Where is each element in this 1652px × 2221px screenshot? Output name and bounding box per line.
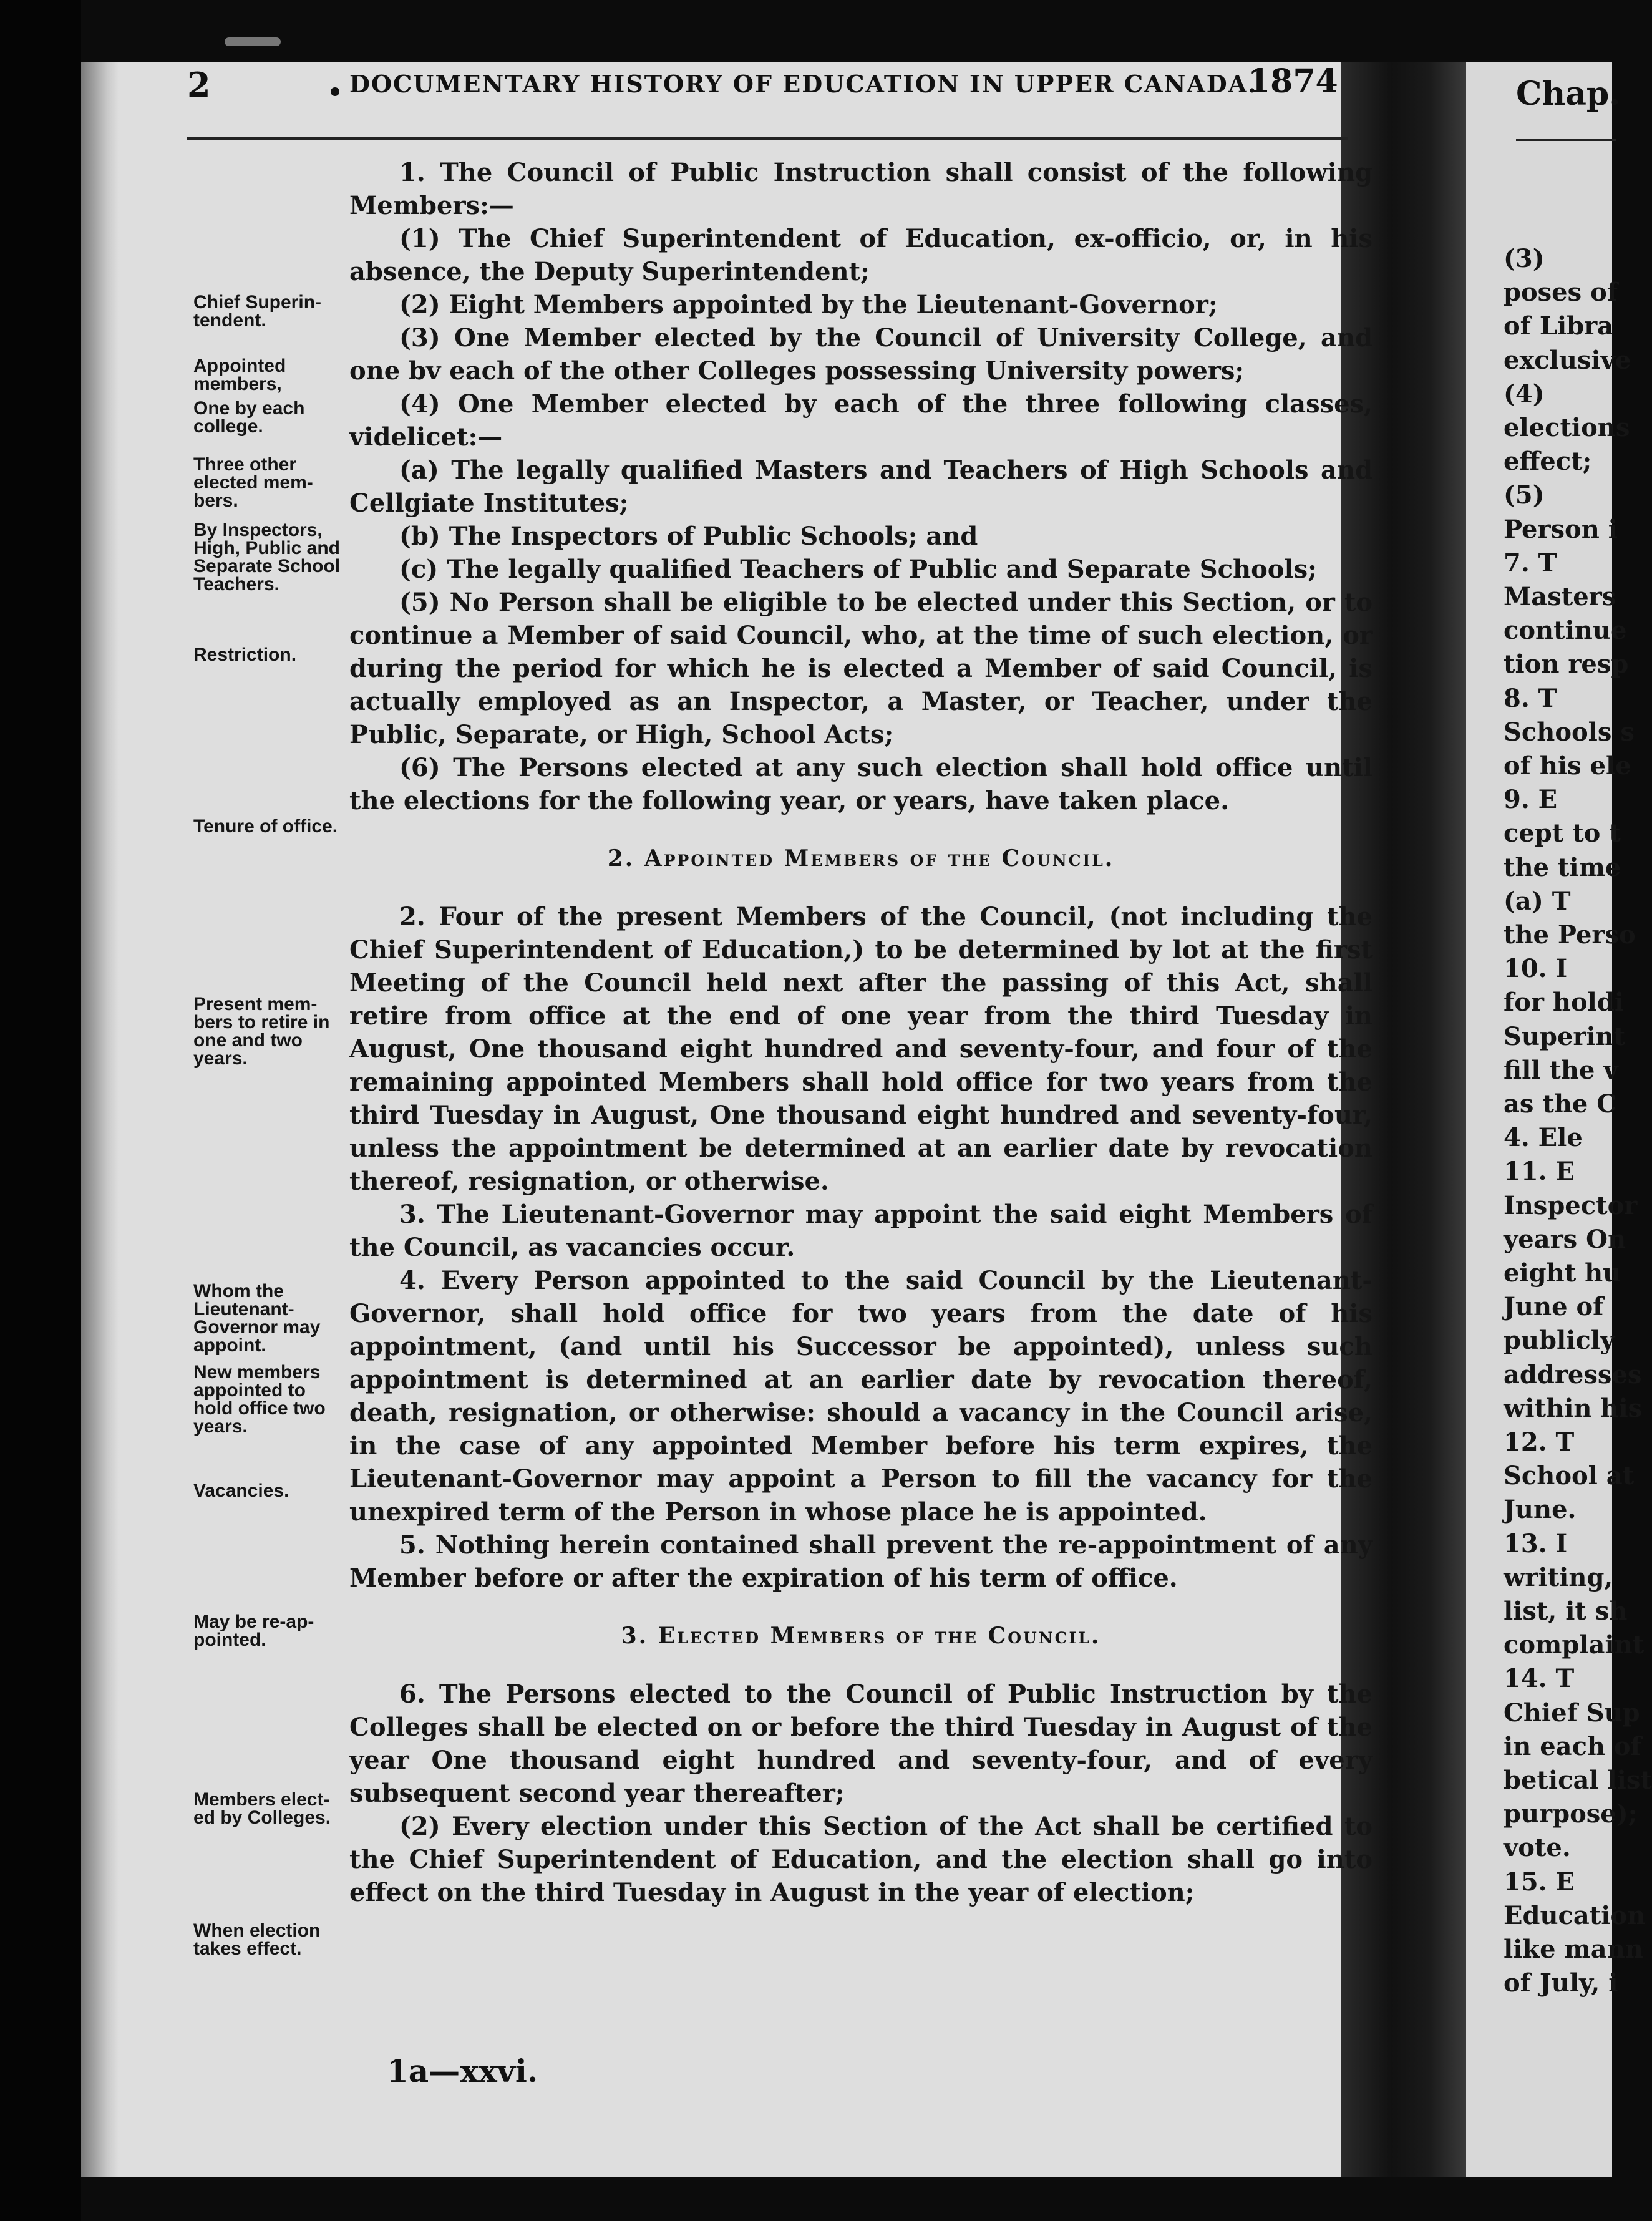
margin-note: May be re-ap-pointed. xyxy=(193,1611,314,1650)
facing-page-line: Inspector xyxy=(1504,1190,1638,1220)
margin-note: Whom the Lieutenant-Governor may appoint. xyxy=(193,1281,321,1356)
facing-page-line: Education xyxy=(1504,1900,1646,1930)
margin-note: Appointed members, xyxy=(193,356,286,394)
facing-page-line: fill the v xyxy=(1504,1055,1618,1085)
paragraph: (5) No Person shall be eligible to be elected under this Section, or to continue a Member of said Council, who, at the time of such election, or during the period for which he is elected a Member of said Council, is actually employed as an Inspector, a Master, or Teacher, under the Public, Separate, or High, School Acts; xyxy=(349,588,1373,749)
facing-page-line: Chief Sup xyxy=(1504,1698,1640,1728)
facing-page-line: 15. E xyxy=(1504,1867,1575,1897)
facing-page-line: of his ele xyxy=(1504,751,1631,780)
section-heading: 3. Elected Members of the Council. xyxy=(621,1623,1101,1649)
facing-page-line: years On xyxy=(1504,1224,1626,1254)
facing-page-line: tion resp xyxy=(1504,649,1629,679)
paragraph: (4) One Member elected by each of the three following classes, videlicet:— xyxy=(349,389,1373,452)
facing-page-line: June of xyxy=(1504,1292,1604,1322)
facing-page-line: complaint xyxy=(1504,1630,1645,1660)
margin-note: Tenure of office. xyxy=(193,816,338,837)
facing-page-line: Superint xyxy=(1504,1021,1626,1051)
facing-page-line: addresses xyxy=(1504,1359,1642,1389)
margin-note: Members elect-ed by Colleges. xyxy=(193,1789,331,1828)
paragraph: 4. Every Person appointed to the said Council by the Lieutenant-Governor, shall hold office for two years from the date of his appointment, (and until his Successor be appointed), unless such appointment is determined at an earlier date by revocation thereof, death, resignation, or otherwise: should a vacancy in the Council arise, in the case of any appointed Member before his term expires, the Lieutenant-Governor may appoint a Person to fill the vacancy for the unexpired term of the Person in whose place he is appointed. xyxy=(349,1266,1373,1527)
header-year: 1874 xyxy=(1248,62,1338,100)
facing-page-line: as the C xyxy=(1504,1089,1617,1119)
page-left-shade xyxy=(81,62,119,2177)
margin-note: Chief Superin-tendent. xyxy=(193,292,322,331)
facing-page-line: within his xyxy=(1504,1393,1643,1423)
paragraph: 6. The Persons elected to the Council of Public Instruction by the Colleges shall be elected on or before the third Tuesday in August of the year One thousand eight hundred and seventy-four, and of every subsequent second year thereafter; xyxy=(349,1679,1373,1808)
paragraph: 2. Four of the present Members of the Council, (not including the Chief Superintendent of Education,) to be determined by lot at the first Meeting of the Council held next after the passing of this Act, shall retire from office at the end of one year from the third Tuesday in August, One thousand eight hundred and seventy-four, and four of the remaining appointed Members shall hold office for two years from the third Tuesday in August, One thousand eight hundred and seventy-four, unless the appointment be determined at an earlier date by revocation thereof, resignation, or otherwise. xyxy=(349,902,1373,1196)
facing-page-line: 9. E xyxy=(1504,785,1558,815)
paragraph: (3) One Member elected by the Council of University College, and one bv each of the other Colleges possessing University powers; xyxy=(349,323,1373,386)
running-title: DOCUMENTARY HISTORY OF EDUCATION IN UPPER CANADA. xyxy=(349,70,1258,98)
facing-page-line: purpose); xyxy=(1504,1799,1638,1829)
film-edge xyxy=(0,0,81,2221)
facing-page-line: 12. T xyxy=(1504,1427,1575,1457)
paragraph: (c) The legally qualified Teachers of Public and Separate Schools; xyxy=(399,555,1317,584)
facing-page-line: cept to t xyxy=(1504,819,1621,848)
facing-page-line: (4) xyxy=(1504,379,1545,409)
margin-note: Three other elected mem-bers. xyxy=(193,454,313,511)
margin-note: Present mem-bers to retire in one and two years. xyxy=(193,994,330,1069)
paragraph: 1. The Council of Public Instruction shall consist of the following Members:— xyxy=(349,158,1373,220)
header-rule xyxy=(187,137,1348,140)
page-body xyxy=(349,156,1373,1909)
margin-note: When election takes effect. xyxy=(193,1920,321,1959)
facing-page-line: the Perso xyxy=(1504,920,1636,950)
facing-page-line: elections xyxy=(1504,413,1630,442)
margin-note: Restriction. xyxy=(193,644,297,665)
scan-dot xyxy=(331,87,339,96)
facing-page-line: Schools s xyxy=(1504,717,1635,747)
facing-page-line: (5) xyxy=(1504,480,1545,510)
facing-page-line: June. xyxy=(1504,1495,1577,1525)
signature-mark: 1a—xxvi. xyxy=(387,2053,538,2089)
paragraph: 5. Nothing herein contained shall prevent the re-appointment of any Member before or after the expiration of his term of office. xyxy=(349,1530,1373,1593)
margin-note: By Inspectors, High, Public and Separate School Teachers. xyxy=(193,520,341,595)
facing-page-line: like mann xyxy=(1504,1935,1643,1964)
scan-speck xyxy=(225,37,281,46)
facing-page-line: Masters xyxy=(1504,582,1616,611)
facing-page-line: (3) xyxy=(1504,244,1545,273)
facing-page-line: writing, xyxy=(1504,1562,1613,1592)
margin-note: New members appointed to hold office two years. xyxy=(193,1362,326,1437)
facing-page-line: 10. I xyxy=(1504,954,1568,984)
facing-page-line: continue xyxy=(1504,616,1627,646)
facing-page-line: 14. T xyxy=(1504,1664,1575,1694)
margin-note: Vacancies. xyxy=(193,1480,289,1501)
facing-page-line: 8. T xyxy=(1504,683,1557,713)
margin-note: One by each college. xyxy=(193,398,305,437)
paragraph: (2) Every election under this Section of the Act shall be certified to the Chief Superintendent of Education, and the election shall go into effect on the third Tuesday in August in the year of election; xyxy=(349,1812,1373,1907)
paragraph: (1) The Chief Superintendent of Education, ex-officio, or, in his absence, the Deputy Superintendent; xyxy=(349,224,1373,286)
facing-page-line: list, it sh xyxy=(1504,1596,1628,1626)
paragraph: (a) The legally qualified Masters and Teachers of High Schools and Cellgiate Institutes; xyxy=(349,455,1373,518)
facing-page-header: Chap. xyxy=(1516,75,1621,113)
paragraph: (2) Eight Members appointed by the Lieutenant-Governor; xyxy=(399,290,1218,319)
facing-page-line: publicly xyxy=(1504,1326,1615,1356)
facing-page-line: effect; xyxy=(1504,447,1592,477)
facing-page-line: betical list xyxy=(1504,1766,1652,1795)
facing-page-line: eight hu xyxy=(1504,1258,1621,1288)
paragraph: (b) The Inspectors of Public Schools; and xyxy=(399,522,978,551)
page-number: 2 xyxy=(187,65,211,105)
facing-page-line: 7. T xyxy=(1504,548,1557,578)
paragraph: 3. The Lieutenant-Governor may appoint the said eight Members of the Council, as vacancies occur. xyxy=(349,1200,1373,1262)
facing-page-line: vote. xyxy=(1504,1833,1571,1863)
facing-page-line: of July, i xyxy=(1504,1968,1618,1998)
facing-page-line: poses of xyxy=(1504,278,1618,308)
facing-page-line: for holdi xyxy=(1504,988,1625,1018)
facing-page-line: 13. I xyxy=(1504,1528,1568,1558)
facing-page-line: School at xyxy=(1504,1461,1635,1491)
facing-page-line: of Libra xyxy=(1504,311,1614,341)
section-heading: 2. Appointed Members of the Council. xyxy=(607,845,1115,872)
facing-page-line: Person i xyxy=(1504,514,1618,544)
paragraph: (6) The Persons elected at any such election shall hold office until the elections for the following year, or years, have taken place. xyxy=(349,753,1373,815)
facing-page-line: in each of xyxy=(1504,1731,1641,1761)
facing-page-line: the time xyxy=(1504,852,1621,882)
facing-page-line: exclusive xyxy=(1504,345,1631,375)
facing-page-rule xyxy=(1516,139,1616,141)
facing-page-line: (a) T xyxy=(1504,886,1571,916)
facing-page-line: 4. Ele xyxy=(1504,1123,1583,1153)
facing-page-line: 11. E xyxy=(1504,1157,1575,1187)
